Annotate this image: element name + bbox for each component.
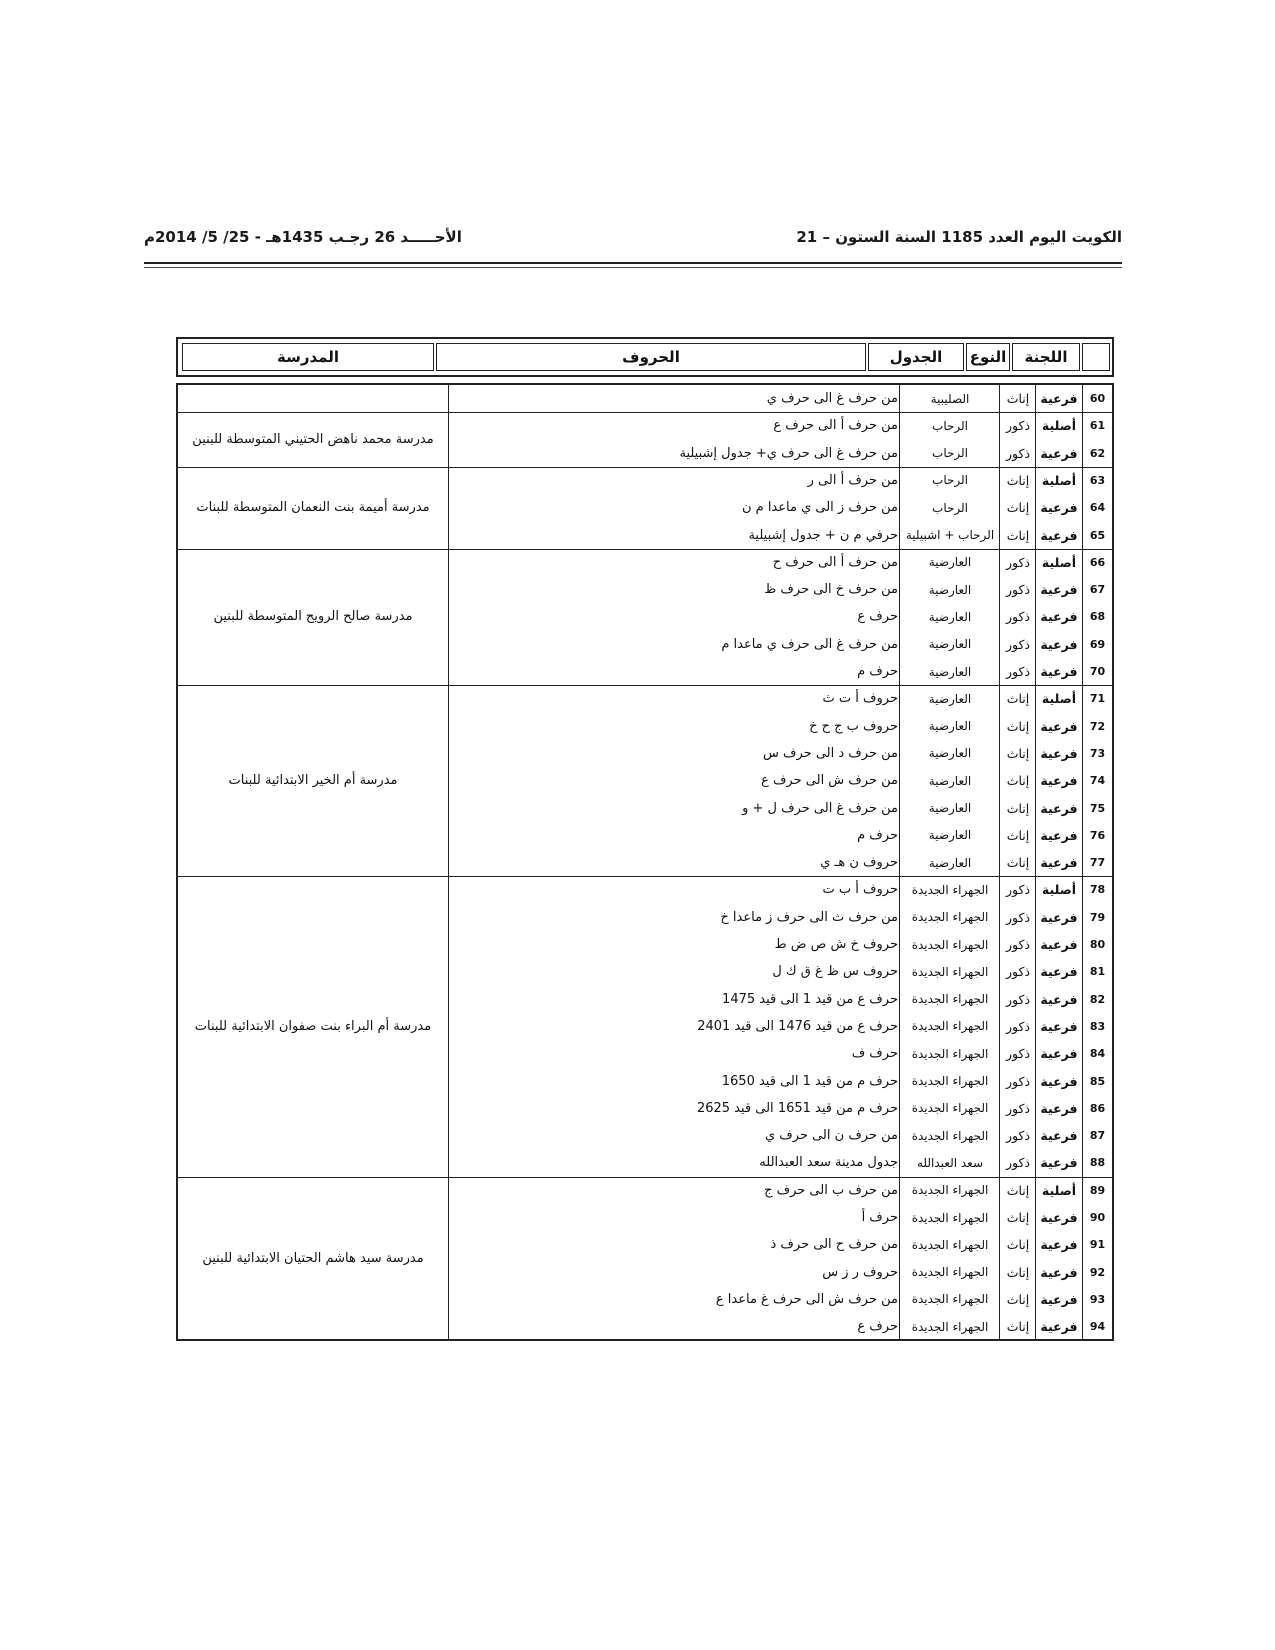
row-number: 73	[1089, 746, 1106, 760]
table-cell: العارضية	[928, 801, 972, 815]
row-number: 88	[1089, 1156, 1106, 1170]
school-cell: مدرسة أم البراء بنت صفوان الابتدائية للبنات	[194, 1018, 432, 1034]
type-cell: ذكور	[1006, 554, 1031, 570]
table-cell: العارضية	[928, 773, 972, 788]
row-number: 83	[1089, 1019, 1106, 1033]
header-rule-thin	[144, 267, 1122, 268]
committee-cell: أصلية	[1041, 554, 1077, 570]
letters-cell: من حرف خ الى حرف ظ	[764, 582, 898, 598]
row-number: 62	[1089, 446, 1106, 460]
table-cell: الجهراء الجديدة	[911, 937, 989, 952]
table-cell: الجهراء الجديدة	[911, 882, 989, 897]
row-number: 71	[1089, 692, 1106, 706]
type-cell: ذكور	[1006, 418, 1031, 434]
type-cell: ذكور	[1006, 1100, 1031, 1116]
committee-cell: فرعية	[1040, 1210, 1078, 1225]
table-cell: الصليبية	[930, 391, 970, 406]
letters-cell: من حرف ح الى حرف ذ	[770, 1237, 898, 1253]
row-number: 65	[1089, 528, 1106, 542]
row-number: 64	[1089, 501, 1106, 515]
table-cell: الرحاب	[932, 418, 968, 433]
table-cell: العارضية	[928, 555, 972, 570]
committee-cell: فرعية	[1040, 1319, 1078, 1335]
type-cell: ذكور	[1006, 909, 1031, 925]
type-cell: إناث	[1006, 472, 1030, 488]
letters-cell: من حرف ش الى حرف غ ماعدا ع	[715, 1291, 898, 1307]
row-number: 85	[1089, 1074, 1106, 1088]
row-number: 66	[1089, 555, 1106, 569]
type-cell: إناث	[1006, 691, 1030, 707]
table-cell: العارضية	[928, 582, 972, 597]
letters-cell: حرف ع من قيد 1 الى قيد 1475	[722, 991, 898, 1007]
letters-cell: من حرف ن الى حرف ي	[764, 1128, 898, 1144]
type-cell: ذكور	[1006, 1046, 1031, 1062]
row-number: 89	[1089, 1183, 1106, 1197]
committee-cell: فرعية	[1040, 800, 1078, 816]
type-cell: إناث	[1006, 718, 1030, 734]
header-table: الجدول	[868, 343, 964, 371]
table-cell: الجهراء الجديدة	[911, 1292, 989, 1307]
letters-cell: من حرف غ الى حرف ي ماعدا م	[721, 636, 898, 652]
row-number: 76	[1089, 828, 1106, 842]
type-cell: إناث	[1006, 1291, 1030, 1307]
letters-cell: من حرف ش الى حرف ع	[761, 773, 898, 789]
letters-cell: حروف ن هـ ي	[820, 855, 898, 871]
letters-cell: حرف م	[857, 664, 898, 679]
table-cell: العارضية	[928, 664, 972, 679]
row-number: 78	[1089, 883, 1106, 897]
row-number: 92	[1089, 1265, 1106, 1279]
committee-cell: فرعية	[1040, 964, 1078, 980]
type-cell: ذكور	[1006, 1155, 1031, 1171]
row-number: 91	[1089, 1238, 1106, 1252]
header-num-cell	[1082, 343, 1110, 371]
letters-cell: حرف ع	[857, 609, 898, 625]
row-number: 81	[1089, 965, 1106, 979]
table-cell: الرحاب	[932, 473, 968, 488]
table-cell: العارضية	[928, 746, 972, 761]
letters-cell: من حرف أ الى ر	[807, 472, 898, 488]
committee-cell: فرعية	[1040, 1100, 1078, 1116]
row-number: 72	[1089, 719, 1106, 733]
letters-cell: حرفي م ن + جدول إشبيلية	[748, 527, 898, 543]
committee-cell: فرعية	[1040, 1155, 1078, 1171]
table-cell: العارضية	[928, 719, 972, 734]
table-cell: الجهراء الجديدة	[911, 1183, 989, 1198]
type-cell: ذكور	[1006, 964, 1031, 980]
committee-cell: فرعية	[1040, 582, 1078, 598]
school-cell: مدرسة أميمة بنت النعمان المتوسطة للبنات	[196, 499, 430, 515]
committee-cell: فرعية	[1040, 636, 1078, 652]
letters-cell: حروف أ ت ث	[822, 691, 898, 707]
type-cell: إناث	[1006, 745, 1030, 761]
committee-cell: أصلية	[1041, 882, 1077, 898]
school-cell: مدرسة سيد هاشم الحتيان الابتدائية للبنين	[202, 1250, 424, 1266]
table-cell: الجهراء الجديدة	[911, 1210, 989, 1225]
committee-cell: أصلية	[1041, 691, 1077, 707]
type-cell: إناث	[1006, 1237, 1030, 1253]
schedule-table	[176, 383, 1114, 1341]
type-cell: إناث	[1006, 773, 1030, 789]
school-cell	[178, 385, 448, 412]
letters-cell: حرف م	[857, 827, 898, 843]
committee-cell: فرعية	[1040, 718, 1078, 734]
type-cell: ذكور	[1006, 609, 1031, 625]
committee-cell: فرعية	[1040, 937, 1078, 952]
row-number: 77	[1089, 856, 1106, 870]
row-number: 70	[1089, 665, 1106, 678]
table-cell: الجهراء الجديدة	[911, 964, 989, 979]
type-cell: ذكور	[1006, 937, 1031, 952]
committee-cell: فرعية	[1040, 1264, 1078, 1280]
table-cell: الرحاب	[932, 500, 968, 515]
row-number: 63	[1089, 473, 1106, 487]
type-cell: ذكور	[1006, 1073, 1031, 1089]
type-cell: ذكور	[1006, 664, 1031, 679]
committee-cell: فرعية	[1040, 1046, 1078, 1062]
letters-cell: حرف م من قيد 1 الى قيد 1650	[721, 1073, 898, 1089]
table-cell: الجهراء الجديدة	[911, 910, 989, 925]
row-number: 93	[1089, 1292, 1106, 1306]
table-cell: الجهراء الجديدة	[911, 1128, 989, 1143]
row-number: 82	[1089, 992, 1106, 1006]
committee-cell: فرعية	[1040, 909, 1078, 925]
row-number: 74	[1089, 774, 1106, 788]
letters-cell: حروف ب ج ح خ	[809, 718, 898, 734]
row-number: 79	[1089, 910, 1106, 924]
row-number: 86	[1089, 1101, 1106, 1115]
letters-cell: من حرف أ الى حرف ع	[773, 418, 898, 434]
letters-cell: حرف ع من قيد 1476 الى قيد 2401	[697, 1018, 898, 1034]
table-cell: الجهراء الجديدة	[911, 1074, 989, 1088]
letters-cell: من حرف أ الى حرف ح	[772, 554, 898, 570]
table-cell: سعد العبدالله	[916, 1155, 984, 1170]
letters-cell: جدول مدينة سعد العبدالله	[759, 1155, 898, 1171]
letters-cell: حروف أ ب ت	[822, 882, 898, 898]
row-number: 60	[1089, 392, 1106, 405]
committee-cell: فرعية	[1040, 445, 1078, 461]
letters-cell: حرف ع	[857, 1319, 898, 1335]
type-cell: ذكور	[1006, 582, 1031, 598]
committee-cell: فرعية	[1040, 1073, 1078, 1089]
committee-cell: فرعية	[1040, 745, 1078, 761]
letters-cell: من حرف غ الى حرف ي	[766, 391, 898, 406]
header-rule	[144, 262, 1122, 264]
type-cell: ذكور	[1006, 445, 1031, 461]
type-cell: إناث	[1006, 1182, 1030, 1198]
table-cell: الجهراء الجديدة	[911, 1265, 989, 1280]
type-cell: إناث	[1006, 500, 1030, 516]
committee-cell: فرعية	[1040, 391, 1078, 406]
row-number: 68	[1089, 610, 1106, 624]
type-cell: ذكور	[1006, 636, 1031, 652]
type-cell: إناث	[1006, 1264, 1030, 1280]
type-cell: إناث	[1006, 527, 1030, 543]
committee-cell: فرعية	[1040, 1237, 1078, 1253]
type-cell: ذكور	[1006, 1018, 1031, 1034]
letters-cell: من حرف غ الى حرف ل + و	[742, 800, 898, 816]
letters-cell: من حرف ب الى حرف ج	[764, 1182, 898, 1198]
type-cell: إناث	[1006, 855, 1030, 871]
table-cell: الجهراء الجديدة	[911, 1046, 989, 1061]
committee-cell: أصلية	[1041, 472, 1077, 488]
letters-cell: من حرف ث الى حرف ز ماعدا خ	[720, 909, 898, 925]
table-cell: العارضية	[928, 691, 972, 706]
school-cell: مدرسة محمد ناهض الحتيني المتوسطة للبنين	[192, 431, 434, 447]
committee-cell: فرعية	[1040, 855, 1078, 871]
table-cell: الجهراء الجديدة	[911, 1319, 989, 1334]
column-header-row	[176, 337, 1114, 377]
table-cell: الجهراء الجديدة	[911, 992, 989, 1007]
table-cell: العارضية	[928, 609, 972, 624]
table-cell: الرحاب	[932, 446, 968, 461]
page-header	[144, 228, 1122, 252]
header-date: الأحـــــد 26 رجـب 1435هـ - 25/ 5/ 2014م	[144, 228, 462, 246]
row-number: 90	[1089, 1211, 1106, 1224]
committee-cell: فرعية	[1040, 1291, 1078, 1307]
school-cell: مدرسة أم الخير الابتدائية للبنات	[228, 772, 398, 788]
committee-cell: فرعية	[1040, 991, 1078, 1007]
letters-cell: حرف أ	[861, 1210, 898, 1225]
letters-cell: حرف ف	[851, 1046, 898, 1062]
letters-cell: من حرف ز الى ي ماعدا م ن	[741, 500, 898, 516]
type-cell: إناث	[1006, 1210, 1030, 1225]
committee-cell: فرعية	[1040, 773, 1078, 789]
type-cell: ذكور	[1006, 991, 1031, 1007]
letters-cell: حروف ر ز س	[822, 1264, 898, 1280]
header-letters: الحروف	[436, 343, 866, 371]
committee-cell: فرعية	[1040, 1128, 1078, 1144]
table-cell: الجهراء الجديدة	[911, 1101, 989, 1116]
committee-cell: أصلية	[1041, 1182, 1077, 1198]
letters-cell: من حرف غ الى حرف ي+ جدول إشبيلية	[679, 445, 898, 461]
type-cell: إناث	[1006, 800, 1030, 816]
committee-cell: فرعية	[1040, 527, 1078, 543]
header-school: المدرسة	[182, 343, 434, 371]
table-cell: العارضية	[928, 855, 972, 870]
type-cell: إناث	[1006, 827, 1030, 843]
committee-cell: فرعية	[1040, 500, 1078, 516]
committee-cell: أصلية	[1041, 418, 1077, 434]
table-cell: العارضية	[928, 637, 972, 652]
table-cell: الجهراء الجديدة	[911, 1237, 989, 1252]
type-cell: إناث	[1006, 391, 1030, 406]
row-number: 94	[1089, 1320, 1106, 1334]
table-cell: الجهراء الجديدة	[911, 1019, 989, 1034]
row-number: 61	[1089, 419, 1106, 433]
type-cell: إناث	[1006, 1319, 1030, 1335]
type-cell: ذكور	[1006, 1128, 1031, 1144]
committee-cell: فرعية	[1040, 609, 1078, 625]
row-number: 80	[1089, 938, 1106, 951]
letters-cell: من حرف د الى حرف س	[763, 745, 898, 761]
type-cell: ذكور	[1006, 882, 1031, 898]
row-number: 67	[1089, 583, 1106, 597]
header-type: النوع	[966, 343, 1010, 371]
table-cell: الرحاب + اشبيلية	[905, 528, 995, 542]
committee-cell: فرعية	[1040, 664, 1078, 679]
header-publication: الكويت اليوم العدد 1185 السنة الستون – 21	[796, 228, 1122, 246]
header-committee: اللجنة	[1012, 343, 1080, 371]
row-number: 75	[1089, 801, 1106, 815]
row-number: 69	[1089, 637, 1106, 651]
letters-cell: حرف م من قيد 1651 الى قيد 2625	[696, 1100, 898, 1116]
table-cell: العارضية	[928, 828, 972, 843]
row-number: 87	[1089, 1129, 1106, 1143]
letters-cell: حروف س ظ غ ق ك ل	[772, 964, 898, 980]
letters-cell: حروف خ ش ص ض ط	[774, 937, 898, 952]
row-number: 84	[1089, 1047, 1106, 1061]
school-cell: مدرسة صالح الرويح المتوسطة للبنين	[213, 609, 413, 625]
committee-cell: فرعية	[1040, 827, 1078, 843]
committee-cell: فرعية	[1040, 1018, 1078, 1034]
